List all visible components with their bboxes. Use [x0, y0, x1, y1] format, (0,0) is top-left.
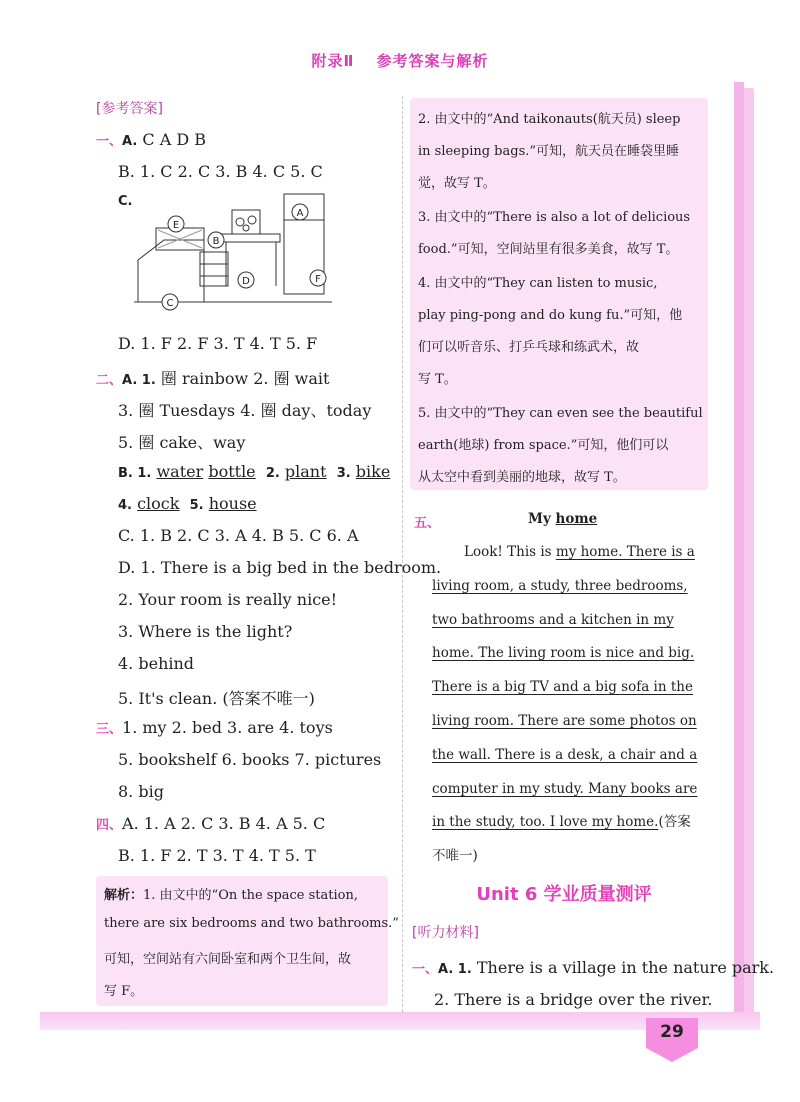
- section-1-d: D. 1. F 2. F 3. T 4. T 5. F: [118, 334, 318, 353]
- section-2-a5: 5. 圈 cake、way: [118, 433, 246, 452]
- part-label: A. 1.: [122, 373, 156, 388]
- section-2-d2: 2. Your room is really nice!: [118, 590, 338, 609]
- analysis-r-12: 从太空中看到美丽的地球，故写 T。: [418, 470, 626, 485]
- label-b-marker: [208, 232, 224, 248]
- answer-text: 圈 rainbow 2. 圈 wait: [160, 369, 330, 388]
- listening-tag: [听力材料]: [412, 925, 479, 941]
- section-2-d5: 5. It's clean. (答案不唯一): [118, 689, 315, 708]
- analysis-r-1: 2. 由文中的“And taikonauts(航天员) sleep: [418, 112, 681, 127]
- section-number: 四、: [96, 818, 123, 833]
- passage-line: [432, 536, 708, 570]
- section-3-1: [96, 718, 333, 737]
- title-part-underlined: home: [555, 511, 598, 527]
- section-2-d1: D. 1. There is a big bed in the bedroom.: [118, 558, 442, 577]
- passage-text-underlined: in the study, too. I love my home.: [432, 814, 659, 831]
- part-label: B. 1.: [118, 466, 152, 481]
- passage-line: home. The living room is nice and big.: [432, 645, 695, 662]
- listening-2: 2. There is a bridge over the river.: [434, 990, 713, 1009]
- analysis-r-7: play ping-pong and do kung fu.”可知，他: [418, 308, 683, 323]
- passage-line: [432, 806, 708, 840]
- analysis-r-8: 们可以听音乐、打乒乓球和练武术，故: [418, 340, 640, 355]
- analysis-text: 1. 由文中的“On the space station,: [143, 888, 358, 903]
- section-1-b: B. 1. C 2. C 3. B 4. C 5. C: [118, 162, 323, 181]
- analysis-r-9: 写 T。: [418, 372, 457, 387]
- section-3-5: 5. bookshelf 6. books 7. pictures: [118, 750, 382, 769]
- label-a: A: [296, 208, 304, 219]
- analysis-line-2: there are six bedrooms and two bathrooms.”: [104, 916, 399, 931]
- passage-line: living room. There are some photos on: [432, 712, 697, 729]
- section-2-a3: 3. 圈 Tuesdays 4. 圈 day、today: [118, 401, 372, 420]
- analysis-r-2: in sleeping bags.”可知，航天员在睡袋里睡: [418, 144, 680, 159]
- passage-line: 不唯一): [432, 848, 478, 865]
- analysis-line-4: 写 F。: [104, 984, 144, 999]
- analysis-label: 解析：: [104, 888, 144, 903]
- title-part: My: [528, 511, 556, 527]
- label-f-marker: [310, 270, 326, 286]
- label-a-marker: [292, 204, 308, 220]
- passage-text-underlined: my home. There is a: [555, 544, 695, 560]
- answer-text: 1. my 2. bed 3. are 4. toys: [122, 718, 333, 737]
- part-label: A. 1.: [438, 962, 472, 977]
- analysis-r-11: earth(地球) from space.”可知，他们可以: [418, 438, 669, 453]
- analysis-r-6: 4. 由文中的“They can listen to music,: [418, 276, 658, 291]
- part-label: A.: [122, 134, 138, 149]
- analysis-line-3: 可知，空间站有六间卧室和两个卫生间，故: [104, 952, 352, 967]
- composition-title: [528, 511, 597, 527]
- underlined-word: water: [156, 462, 204, 481]
- label-c-marker: [162, 294, 178, 310]
- listening-1: [412, 958, 774, 977]
- answer-text: A. 1. A 2. C 3. B 4. A 5. C: [122, 814, 326, 833]
- section-4-b: B. 1. F 2. T 3. T 4. T 5. T: [118, 846, 316, 865]
- label-f: F: [315, 274, 321, 285]
- column-divider: [402, 96, 403, 1012]
- passage-line: computer in my study. Many books are: [432, 780, 698, 797]
- item-number: 5.: [189, 498, 204, 513]
- section-number: 一、: [96, 134, 123, 149]
- passage-text: Look! This is: [464, 544, 556, 560]
- section-number: 三、: [96, 722, 123, 737]
- section-1-c: C.: [118, 194, 133, 209]
- section-2-d3: 3. Where is the light?: [118, 622, 293, 641]
- section-4-a: [96, 814, 325, 833]
- passage-line: the wall. There is a desk, a chair and a: [432, 746, 698, 763]
- analysis-line-1: [104, 884, 358, 903]
- page-number: 29: [646, 1018, 698, 1048]
- analysis-r-10: 5. 由文中的“They can even see the beautiful: [418, 406, 703, 421]
- passage-text: (答案: [658, 814, 691, 831]
- item-number: 3.: [336, 466, 351, 481]
- underlined-word: plant: [284, 462, 327, 481]
- analysis-r-4: 3. 由文中的“There is also a lot of delicious: [418, 210, 691, 225]
- answer-text: C A D B: [142, 130, 206, 149]
- section-5-number: 五、: [414, 516, 441, 531]
- passage-line: living room, a study, three bedrooms,: [432, 577, 688, 594]
- listening-text: There is a village in the nature park.: [476, 958, 775, 977]
- section-2-c: C. 1. B 2. C 3. A 4. B 5. C 6. A: [118, 526, 359, 545]
- underlined-word: house: [208, 494, 257, 513]
- analysis-r-5: food.”可知，空间站里有很多美食，故写 T。: [418, 242, 679, 257]
- label-c: C: [166, 298, 174, 309]
- label-e: E: [172, 220, 180, 231]
- section-2-d4: 4. behind: [118, 654, 195, 673]
- section-2-b4: [118, 494, 257, 513]
- header-title: 参考答案与解析: [376, 52, 489, 70]
- label-d: D: [242, 276, 250, 287]
- section-3-8: 8. big: [118, 782, 164, 801]
- section-1-a: [96, 130, 206, 149]
- section-2-b1: [118, 462, 390, 481]
- unit-title: Unit 6 学业质量测评: [476, 884, 652, 905]
- section-number: 一、: [412, 962, 439, 977]
- page-header: [0, 50, 800, 71]
- label-b: B: [212, 236, 220, 247]
- appendix-label: 附录Ⅱ: [311, 52, 355, 70]
- item-number: 2.: [265, 466, 280, 481]
- underlined-word: bike: [355, 462, 391, 481]
- section-number: 二、: [96, 373, 123, 388]
- item-number: 4.: [118, 498, 132, 513]
- answer-tag: [参考答案]: [96, 101, 163, 117]
- analysis-r-3: 觉，故写 T。: [418, 176, 496, 191]
- label-e-marker: [168, 216, 184, 232]
- underlined-word: clock: [137, 494, 180, 513]
- section-2-a1: [96, 366, 329, 389]
- passage-line: There is a big TV and a big sofa in the: [432, 679, 693, 696]
- room-illustration: [134, 190, 332, 316]
- passage-line: two bathrooms and a kitchen in my: [432, 611, 674, 628]
- underlined-word: bottle: [208, 462, 256, 481]
- label-d-marker: [238, 272, 254, 288]
- composition-passage: [432, 536, 708, 874]
